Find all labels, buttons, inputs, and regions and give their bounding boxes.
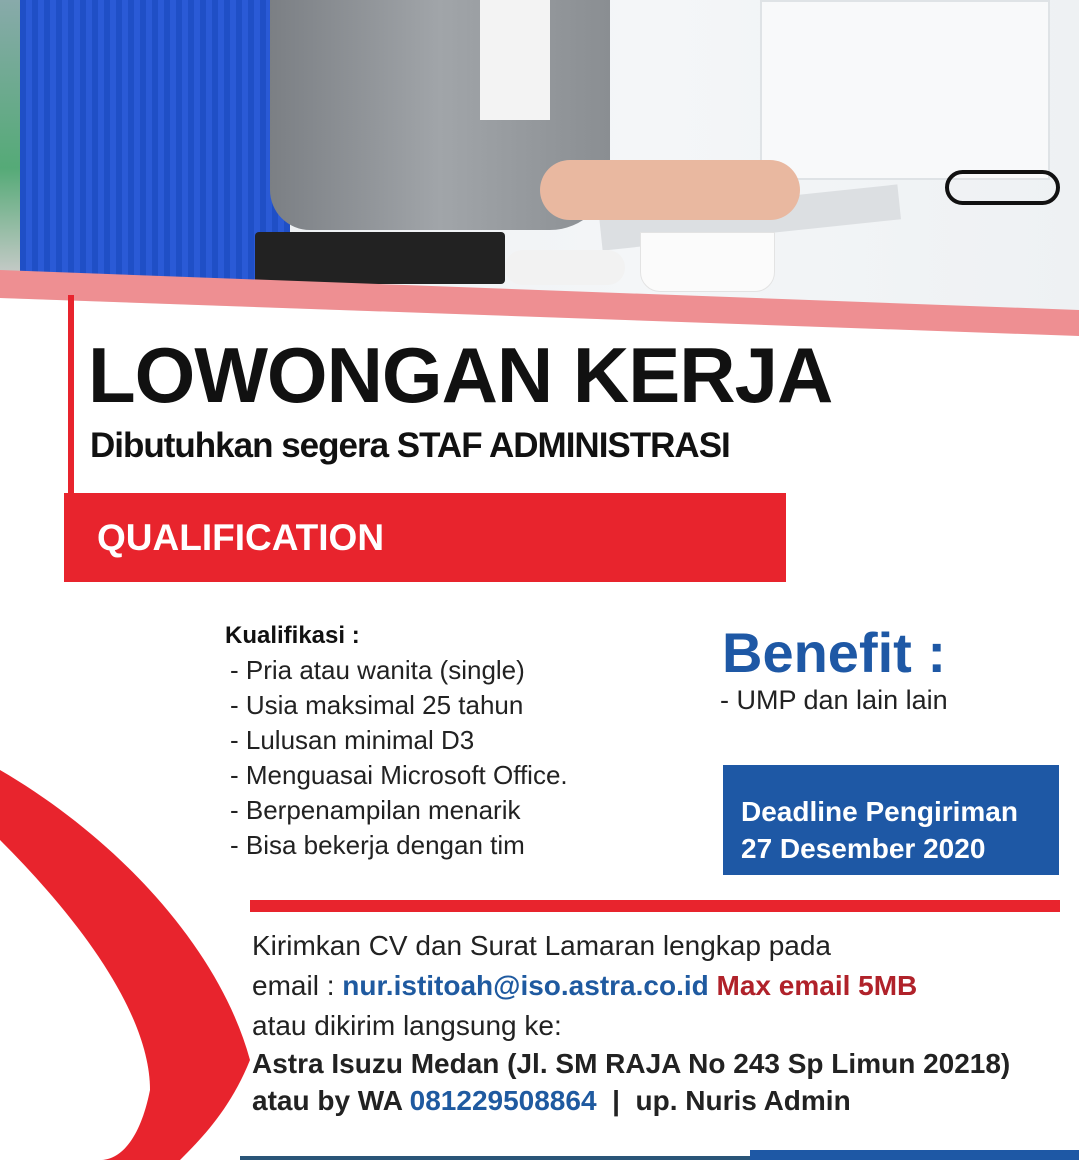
benefit-heading: Benefit : — [722, 621, 946, 684]
tablet — [255, 232, 505, 284]
coffee-cup — [640, 232, 775, 292]
red-accent-line — [68, 295, 74, 495]
list-item: - Bisa bekerja dengan tim — [230, 830, 525, 860]
shirt — [480, 0, 550, 120]
red-divider — [250, 900, 1060, 912]
mouse — [505, 250, 625, 285]
email-label: email : — [252, 970, 343, 1001]
list-item: - Lulusan minimal D3 — [230, 725, 475, 755]
page-title: LOWONGAN KERJA — [88, 331, 833, 419]
wa-line — [252, 1085, 851, 1117]
bottom-line — [240, 1156, 760, 1160]
email-size-note: Max email 5MB — [708, 970, 918, 1001]
contact-line: atau dikirim langsung ke: — [252, 1010, 562, 1041]
list-item: - Usia maksimal 25 tahun — [230, 690, 524, 720]
blue-bottom-band — [750, 1150, 1079, 1160]
office-chair — [20, 0, 290, 285]
list-item: - Berpenampilan menarik — [230, 795, 521, 825]
contact-person: up. Nuris Admin — [635, 1085, 851, 1116]
contact-line: Kirimkan CV dan Surat Lamaran lengkap pada — [252, 930, 832, 961]
subtitle: Dibutuhkan segera STAF ADMINISTRASI — [90, 426, 730, 465]
email-link[interactable]: nur.istitoah@iso.astra.co.id — [342, 970, 709, 1001]
wa-label: atau by WA — [252, 1085, 410, 1116]
separator: | — [596, 1085, 636, 1116]
hands — [540, 160, 800, 220]
deadline-label: Deadline Pengiriman — [741, 796, 1018, 827]
benefit-item: - UMP dan lain lain — [720, 685, 948, 715]
address: Astra Isuzu Medan (Jl. SM RAJA No 243 Sp Limun 20218) — [252, 1048, 1011, 1079]
qualification-heading: QUALIFICATION — [97, 517, 385, 558]
monitor — [760, 0, 1050, 180]
deadline-date: 27 Desember 2020 — [741, 833, 986, 864]
list-item: - Menguasai Microsoft Office. — [230, 760, 568, 790]
list-item: - Pria atau wanita (single) — [230, 655, 525, 685]
email-line — [252, 970, 917, 1002]
qualifications-heading: Kualifikasi : — [225, 622, 360, 649]
wa-number[interactable]: 081229508864 — [409, 1085, 597, 1116]
deadline-box — [723, 765, 1059, 875]
glasses-icon — [945, 170, 1060, 205]
